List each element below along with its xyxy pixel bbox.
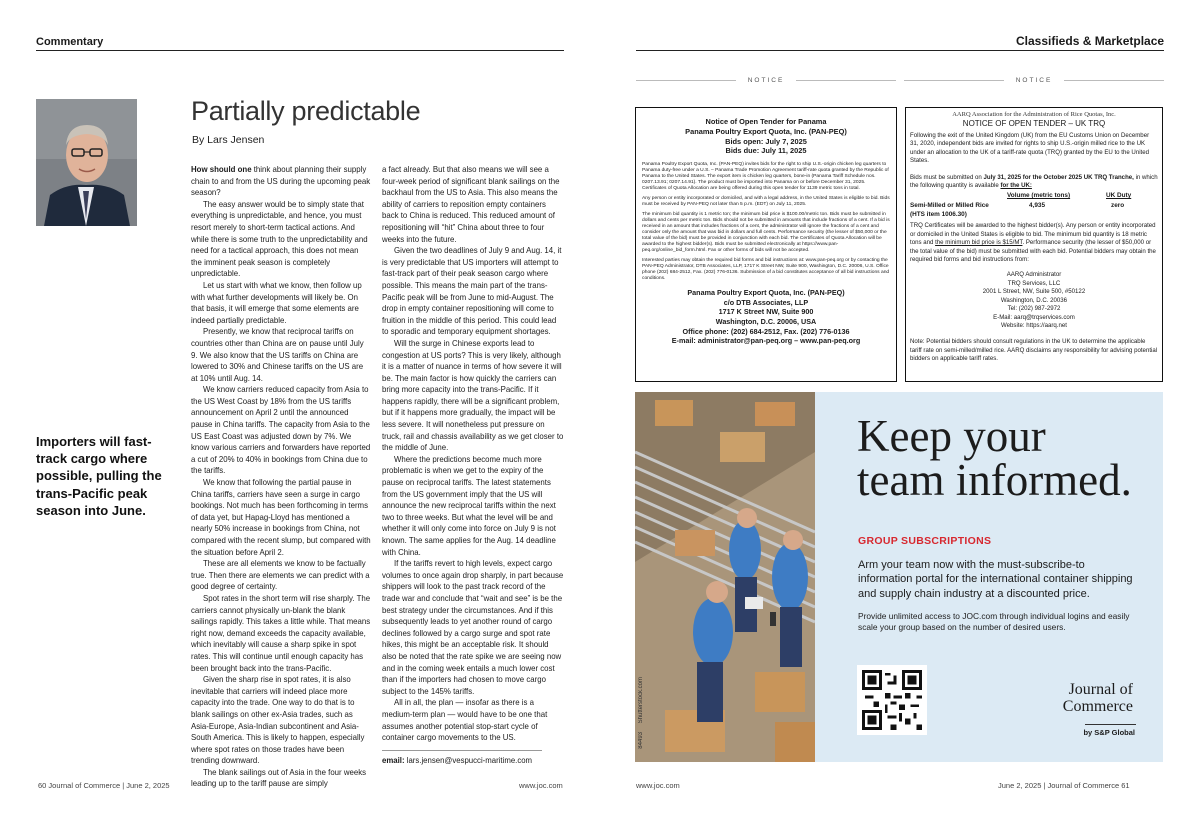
joc-group-subscription-ad[interactable] [635, 392, 1163, 762]
article-paragraph: How should one think about planning their supply chain to and from the US during the upcoming peak season? [191, 165, 371, 198]
ad-code: 84493 [638, 732, 644, 749]
notice-aarq-tender [905, 107, 1163, 382]
table-cell-duty: zero [1111, 202, 1125, 210]
notice1-contact: Washington, D.C. 20006, USA [715, 316, 817, 326]
author-photo [36, 99, 137, 226]
article-paragraph: Let us start with what we know, then follow up with what further developments will likely be. On that basis, it will emerge that some elements are indeed partially predictable. [191, 280, 362, 325]
footer-left-folio: 60 Journal of Commerce | June 2, 2025 [38, 781, 170, 790]
article-paragraph: Where the predictions become much more problematic is when we get to the expiry of the pause on reciprocal tariffs. The latest statements from the US government imply that the US will announce the new reciprocal tariffs within the next two to three weeks. But what the level will be and whether it will only come into force on July 9 is not known. The same applies for the Aug. 14 deadline with China. [382, 454, 556, 557]
table-cell-volume: 4,935 [1029, 202, 1045, 210]
article-column-2 [382, 164, 564, 744]
notice2-address: AARQ Administrator TRQ Services, LLC 2001 L Street, NW, Suite 500, #50122 Washington, D.C. 20036 Tel: (202) 987-2972 E-Mail: aarq@trqservices.com Website: https://aarq.net [910, 271, 1158, 330]
notice2-note: Note: Potential bidders should consult regulations in the UK to determine the applicable tariff rate on semi-milled/milled rice. AARQ disclaims any responsibility for advising potential bidders on applicable tariff rates. [910, 338, 1158, 363]
article-paragraph: Will the surge in Chinese exports lead to congestion at US ports? This is very likely, although it is a matter of nuance in terms of how severe it will be. The main factor is how quickly the carriers can bring more capacity into the trans-Pacific. If it happens rapidly, there will be a significant problem, but if it happens more gradually, the impact will be less severe. It will nonetheless put pressure on truck, rail and chassis availability as we get closer to the middle of June. [382, 338, 564, 453]
sp-global-logo: by S&P Global [1083, 728, 1135, 737]
table-header: UK Duty [1106, 192, 1132, 200]
ad-small-print: Provide unlimited access to JOC.com through individual logins and easily scale your group based on the number of desired users. [858, 611, 1130, 632]
notice1-contact: c/o DTB Associates, LLP [723, 297, 809, 307]
article-paragraph: These are all elements we know to be factually true. Then there are elements we can predict with a good degree of certainty. [191, 559, 370, 592]
article-paragraph: a fact already. But that also means we will see a four-week period of significant blank sailings on the backhaul from the US to Asia. This also means the ability of carriers to reposition empty containers back to China is reduced. This reduced amount of repositioning will “hit” China about three to four weeks into the future. [382, 165, 560, 244]
logo-rule [1085, 724, 1136, 725]
article-paragraph: We know carriers reduced capacity from Asia to the US West Coast by 18% from the US tariffs announcement on April 2 until the announced pause in China tariffs. The capacity from Asia to the US East Coast was adjusted down by 7%. We know various carriers and forwarders have reported a cut of 20% to 40% in bookings from China due to the tariffs. [191, 385, 371, 476]
notice2-quota-table [910, 192, 1158, 220]
notice-label-1: NOTICE [736, 77, 796, 84]
article-paragraph: Given the two deadlines of July 9 and Aug. 14, it is very predictable that US importers will attempt to fast-track part of their peak season cargo where possible. This means the main part of the trans-Pacific peak will be from June to mid-August. The drop in empty container repositioning will come to fruition in the middle of this period. This could lead to sporadic and temporary equipment shortages. [382, 246, 562, 337]
notice1-para: Interested parties may obtain the required bid forms and bid instructions at: www.pan-peq.org or by contacting the PAN-PEQ Administrator, DTB Associates, LLP, 1717 K Street NW, Suite 900, Washington, D.C. 20006, U.S. Office phone (202) 684-2512, Fax. (202) 776-0136. Submission of a bid constitutes acceptance of all bid instructions and conditions. [642, 258, 890, 282]
article-paragraph: If the tariffs revert to high levels, expect cargo volumes to once again drop sharply, in part because shippers will look to the past track record of the trade war and conclude that “wait and see” is be the best strategy under the circumstances. And if this subsequently leads to yet another round of cargo declines followed by a cargo surge and spot rate hikes, this might be an acceptable risk. It should also be noted that the rate spike we are seeing now and in the coming week entails a much lower cost than if the importers had chosen to move cargo subject to the 145% tariffs. [382, 559, 564, 696]
header-rule [36, 50, 564, 51]
article-paragraph: All in all, the plan — insofar as there is a medium-term plan — would have to be one that assumes another potential stop-start cycle of container cargo movements to the US. [382, 698, 548, 743]
author-email-line [382, 756, 532, 765]
notice1-para: Any person or entity incorporated or domiciled, and with a legal address, in the United States is eligible to bid. Bids must be received by PAN-PEQ not later than 5 p.m. (EDT) on July 11, 2025. [642, 196, 890, 208]
table-row-code: (HTS item 1006.30) [910, 211, 967, 219]
notice-label-2: NOTICE [1004, 77, 1064, 84]
notice1-contact: 1717 K Street NW, Suite 900 [718, 307, 814, 317]
footer-right-url: www.joc.com [636, 781, 680, 790]
notice1-contact: Panama Poultry Export Quota, Inc. (PAN-PEQ) [687, 288, 845, 298]
ad-kicker: GROUP SUBSCRIPTIONS [858, 535, 992, 547]
section-label-commentary: Commentary [36, 36, 104, 48]
article-paragraph: The blank sailings out of Asia in the four weeks leading up to the tariff pause are simply [191, 767, 367, 789]
table-row-label: Semi-Milled or Milled Rice [910, 202, 989, 210]
header-rule-right [636, 50, 1164, 51]
article-paragraph: We know that following the partial pause in China tariffs, carriers have seen a surge in cargo bookings. Not much has been forthcoming in terms of data yet, but Hapag-Lloyd has mentioned a nearly 50% increase in bookings from China, not compared with the recent slump, but compared with the situation before April 2. [191, 478, 371, 557]
notice1-para: Panama Poultry Export Quota, Inc. (PAN-PEQ) invites bids for the right to ship U.S.-origin chicken leg quarters to Panama duty-free under a U.S. – Panama Trade Promotion Agreement tariff-rate quota granted by the Republic of Panama to the United States. The export item is chicken leg quarters, bone-in (Panama Tariff Schedule nos. 0207.13.91; 0207.14.91). The product must be imported into Panama on or before December 31, 2025. Certificates of Quota Allocation are being offered during this open tender for 1139 metric tons in total. [642, 162, 889, 192]
joc-logo: Journal of Commerce [1062, 681, 1133, 715]
notice2-title: NOTICE OF OPEN TENDER – UK TRQ [962, 119, 1106, 128]
ad-body: Arm your team now with the must-subscribe-to information portal for the international container shipping and supply chain industry at a discounted price. [858, 559, 1133, 600]
notice1-bids-open: Bids open: July 7, 2025 [725, 136, 807, 146]
photo-credit: Shutterstock.com [638, 677, 644, 724]
article-paragraph: Presently, we know that reciprocal tariffs on countries other than China are on pause until July 9. We also know that the US tariffs on China are lowered to 30% and Chinese tariffs on the US are at 10% until Aug. 14. [191, 327, 364, 383]
notice2-website[interactable]: Website: https://aarq.net [1001, 321, 1067, 329]
author-email-link[interactable]: lars.jensen@vespucci-maritime.com [406, 756, 533, 765]
pull-quote: Importers will fast-track cargo where possible, pulling the trans-Pacific peak season into June. [36, 434, 162, 518]
article-paragraph: Given the sharp rise in spot rates, it is also inevitable that carriers will indeed place more capacity into the trade. One way to do that is to blank sailings on other ex-Asia trades, such as Asia-Europe, Asia-Indian subcontinent and Asia-South America. This is likely to happen, especially where spot rates on those trades have been trending downward. [191, 675, 365, 766]
notice2-org: AARQ Association for the Administration of Rice Quotas, Inc. [952, 111, 1116, 118]
article-byline: By Lars Jensen [192, 134, 265, 146]
notice1-email[interactable]: E-mail: administrator@pan-peq.org – www.pan-peq.org [671, 336, 861, 346]
notice-panama-tender [635, 107, 897, 382]
section-label-classifieds: Classifieds & Marketplace [1016, 34, 1165, 48]
notice2-para: Following the exit of the United Kingdom (UK) from the EU Customs Union on December 31, 2020, independent bids are invited for rights to ship U.S.-origin milled rice to the UK under an allocation to the UK of a tariff-rate quota (TRQ) granted by the EU to the United States. [910, 132, 1150, 165]
notice1-para: The minimum bid quantity is 1 metric ton; the minimum bid price is $100.00/metric ton. Bids must be submitted in dollars and cents per metric ton. Bids should not be submitted in amounts that include fractions of a cent. If a bid is received in an amount that includes fractions of a cent, the administrator will ignore the fractions of a cent and consider only the amount that was bid in dollars and full cents. Performance security (the lesser of $50,000 or the total value of the bid) must be provided in conjunction with each bid. The Certificates of Quota Allocation will be awarded to the highest bidder(s). Bids must be submitted electronically at https://www.pan-peq.org/online_bid_form.html. Fax or other forms of bids will not be accepted. [642, 212, 890, 254]
warehouse-photo [635, 392, 815, 762]
article-paragraph: Spot rates in the short term will rise sharply. The carriers cannot physically un-blank the blank sailings rapidly. This takes a little while. That means right now, demand exceeds the capacity available, which inevitably will cause a sharp spike in spot rates. This will continue until enough capacity has been brought back into the trans-Pacific. [191, 593, 371, 673]
notice1-title: Notice of Open Tender for Panama [705, 117, 827, 126]
notice2-para-bids: Bids must be submitted on July 31, 2025 for the October 2025 UK TRQ Tranche, in which the following quantity is available for the UK: [910, 173, 1158, 190]
email-label: email: [382, 756, 405, 765]
article-column-1 [191, 164, 371, 790]
footer-right-folio: June 2, 2025 | Journal of Commerce 61 [998, 781, 1130, 790]
email-rule [382, 750, 542, 751]
notice1-bids-due: Bids due: July 11, 2025 [725, 146, 807, 156]
notice1-org: Panama Poultry Export Quota, Inc. (PAN-PEQ) [685, 126, 847, 136]
qr-code[interactable] [857, 665, 927, 735]
ad-headline: Keep your team informed. [857, 411, 1132, 505]
notice2-email[interactable]: E-Mail: aarq@trqservices.com [993, 313, 1075, 321]
article-headline: Partially predictable [191, 96, 421, 126]
notice2-para-terms: TRQ Certificates will be awarded to the highest bidder(s). Any person or entity incorporated or domiciled in the United States is eligible to bid. The minimum bid quantity is 18 metric tons and the minimum bid price is $15/MT. Performance security (the lesser of $50,000 or the total value of the bid) must be submitted with each bid. Potential bidders may obtain the required bid forms and bid instructions from: [910, 222, 1156, 264]
notice1-contact: Office phone: (202) 684-2512, Fax. (202) 776-0136 [682, 326, 850, 336]
article-paragraph: The easy answer would be to simply state that everything is unpredictable, and hence, you must resort merely to short-term tactical actions. And while there is some truth to the unpredictability and need for a tactical approach, this does not mean the imminent peak season is completely unpredictable. [191, 199, 368, 279]
footer-left-url: www.joc.com [519, 781, 563, 790]
table-header: Volume (metric tons) [1007, 192, 1071, 200]
